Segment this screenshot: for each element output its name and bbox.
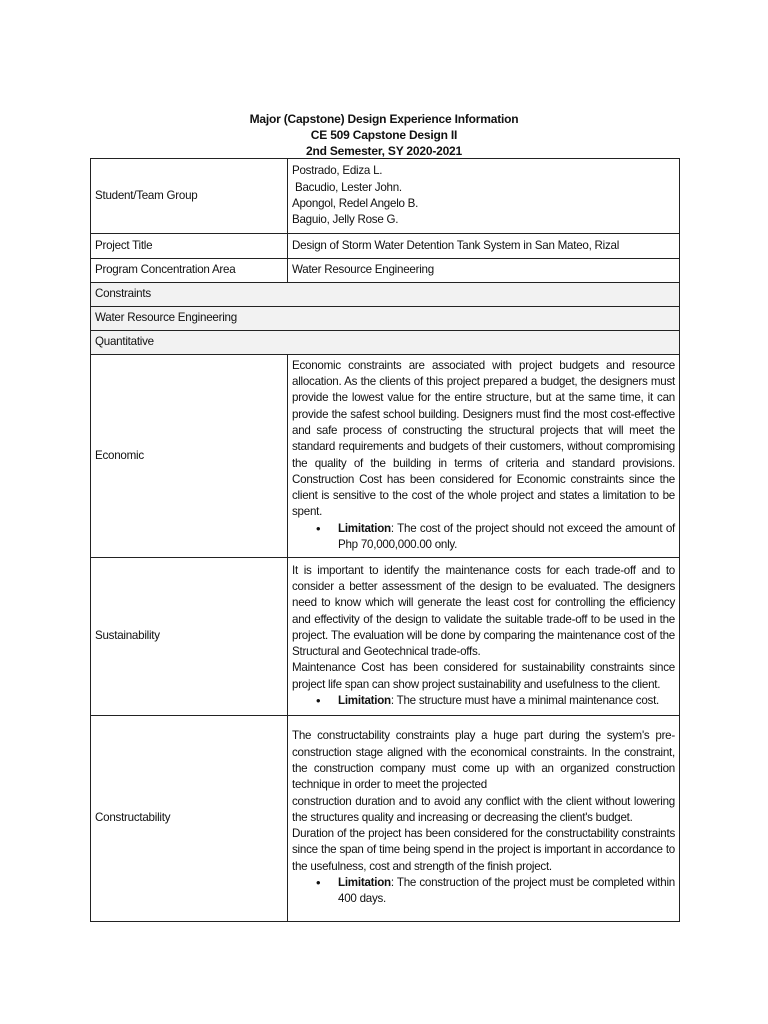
sustainability-text: It is important to identify the maintenance costs for each trade-off and to consider a better assessment of the design to be evaluated. The designers need to know which will generate the least cost for controlling the efficiency and effectivity of the design to validate the suitable trade-off to be used in the project. The evaluation will be done by comparing the maintenance cost of the Structural and Geotechnical trade-offs. [292, 563, 675, 659]
sustainability-text-2: Maintenance Cost has been considered for sustainability constraints since project life span can show project sustainability and usefulness to the client. [292, 661, 675, 691]
header-course: CE 509 Capstone Design II [310, 128, 458, 142]
limitation-text: : The construction of the project must be completed within 400 days. [338, 876, 675, 906]
constraints-row [91, 283, 680, 307]
constructability-label: Constructability [91, 716, 288, 922]
program-label: Program Concentration Area [91, 259, 288, 283]
sustainability-limitation-list [292, 693, 675, 709]
sustainability-row [91, 558, 680, 716]
limitation-label: Limitation [338, 521, 391, 535]
student-members [288, 159, 680, 234]
member-name: Bacudio, Lester John. [295, 180, 402, 194]
economic-description [288, 355, 680, 558]
constraints-heading: Constraints [91, 283, 680, 307]
economic-limitation-list [292, 521, 675, 554]
project-label: Project Title [91, 234, 288, 259]
quantitative-heading: Quantitative [91, 331, 680, 355]
sustainability-label: Sustainability [91, 558, 288, 716]
constructability-row [91, 716, 680, 922]
quantitative-row [91, 331, 680, 355]
project-row [91, 234, 680, 259]
member-name: Apongol, Redel Angelo B. [292, 197, 419, 210]
economic-text: Economic constraints are associated with project budgets and resource allocation. As the clients of this project prepared a budget, the designers must provide the lowest value for the entire structure, but at the same time, it can provide the safest school building. Designers must find the most cost-effective and safe process of constructing the structural projects that will meet the standard requirements and budgets of their customers, without compromising the quality of the building in terms of criteria and standard provisions. Construction Cost has been considered for Economic constraints since the client is sensitive to the cost of the whole project and states a limitation to be spent. [292, 358, 675, 519]
sustainability-description [288, 558, 680, 716]
sustainability-limitation [338, 693, 675, 709]
constructability-limitation [338, 875, 675, 908]
capstone-info-table [90, 158, 680, 922]
student-label: Student/Team Group [91, 159, 288, 234]
economic-row [91, 355, 680, 558]
constructability-text: The constructability constraints play a huge part during the system's pre-construction stage aligned with the economical constraints. In the constraint, the construction company must come up with an organized construction technique in order to meet the projected [292, 729, 675, 792]
member-name: Baguio, Jelly Rose G. [292, 213, 399, 227]
student-row [91, 159, 680, 234]
constructability-description [288, 716, 680, 922]
constructability-text-3: Duration of the project has been considered for the constructability constraints since the span of time being spend in the project is important in accordance to the usefulness, cost and strength of the finish project. [292, 827, 675, 873]
limitation-text: : The cost of the project should not exceed the amount of Php 70,000,000.00 only. [338, 521, 675, 551]
limitation-text: : The structure must have a minimal maintenance cost. [390, 694, 660, 708]
header-title: Major (Capstone) Design Experience Information [249, 112, 519, 126]
program-value: Water Resource Engineering [288, 259, 680, 283]
area-heading: Water Resource Engineering [91, 307, 680, 331]
document-header [0, 111, 768, 159]
member-name: Postrado, Ediza L. [292, 164, 383, 178]
limitation-label: Limitation [338, 876, 391, 890]
economic-limitation [338, 521, 675, 554]
project-title: Design of Storm Water Detention Tank System in San Mateo, Rizal [288, 234, 680, 259]
program-row [91, 259, 680, 283]
limitation-label: Limitation [338, 694, 391, 708]
constructability-text-2: construction duration and to avoid any conflict with the client without lowering the structures quality and increasing or decreasing the client's budget. [292, 794, 675, 824]
constructability-limitation-list [292, 875, 675, 908]
area-row [91, 307, 680, 331]
header-semester: 2nd Semester, SY 2020-2021 [305, 144, 463, 158]
economic-label: Economic [91, 355, 288, 558]
